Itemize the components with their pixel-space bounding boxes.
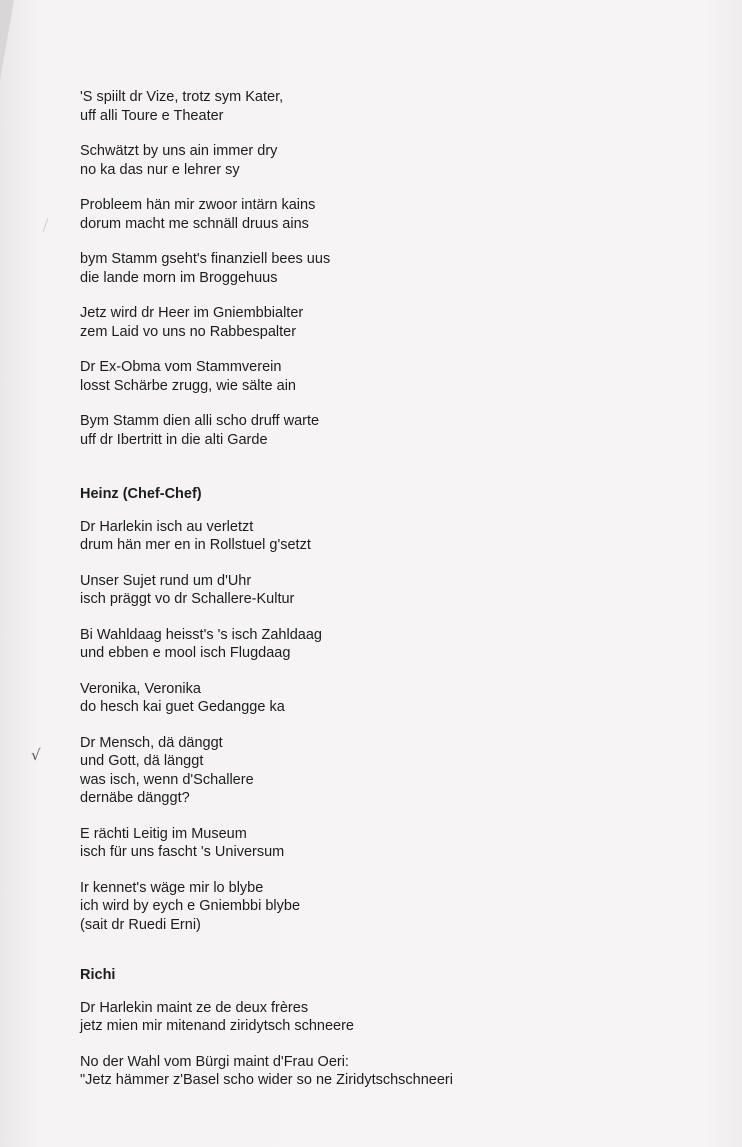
verse-line: Jetz wird dr Heer im Gniembbialter (80, 305, 304, 321)
stanza (80, 412, 600, 449)
stanza (80, 879, 600, 935)
verse-line: bym Stamm gseht's finanziell bees uus (80, 251, 331, 267)
verse-line: jetz mien mir mitenand ziridytsch schneere (80, 1018, 354, 1034)
verse-line: die lande morn im Broggehuus (80, 269, 278, 286)
verse-line: drum hän mer en in Rollstuel g'setzt (80, 537, 311, 553)
verse-line: ich wird by eych e Gniembbi blybe (80, 898, 301, 914)
section-heading-richi: Richi (80, 967, 116, 983)
verse-group-heinz (80, 518, 600, 935)
verse-line: Bi Wahldaag heisst's 's isch Zahldaag (80, 626, 322, 643)
stanza (80, 680, 600, 717)
verse-line: Ir kennet's wäge mir lo blybe (80, 879, 264, 896)
margin-checkmark: √ (31, 746, 41, 764)
verse-line: zem Laid vo uns no Rabbespalter (80, 323, 297, 340)
stanza (80, 88, 600, 125)
section-heading-heinz: Heinz (Chef-Chef) (80, 486, 202, 502)
verse-group-richi (80, 999, 600, 1090)
verse-line: dernäbe dänggt? (80, 790, 190, 806)
verse-line: no ka das nur e lehrer sy (80, 161, 240, 178)
stanza (80, 358, 600, 395)
verse-line: Dr Ex-Obma vom Stammverein (80, 359, 282, 375)
poem-text (80, 88, 600, 1107)
verse-line: isch präggt vo dr Schallere-Kultur (80, 591, 295, 607)
verse-line: und Gott, dä länggt (80, 753, 204, 769)
stanza (80, 999, 600, 1036)
verse-line: losst Schärbe zrugg, wie sälte ain (80, 377, 296, 394)
verse-line: (sait dr Ruedi Erni) (80, 916, 201, 933)
verse-group-intro (80, 88, 600, 449)
stanza (80, 250, 600, 287)
verse-line: E rächti Leitig im Museum (80, 825, 247, 842)
stanza (80, 142, 600, 179)
verse-line: Veronika, Veronika (80, 680, 201, 697)
verse-line: Schwätzt by uns ain immer dry (80, 143, 278, 159)
verse-line: do hesch kai guet Gedangge ka (80, 699, 285, 715)
stanza (80, 825, 600, 862)
verse-line: No der Wahl vom Bürgi maint d'Frau Oeri: (80, 1053, 349, 1070)
stanza (80, 734, 600, 808)
verse-line: Dr Harlekin isch au verletzt (80, 518, 254, 535)
stanza (80, 626, 600, 663)
stanza (80, 1053, 600, 1090)
verse-line: 'S spiilt dr Vize, trotz sym Kater, (80, 89, 284, 105)
verse-line: was isch, wenn d'Schallere (80, 771, 254, 788)
verse-line: Bym Stamm dien alli scho druff warte (80, 413, 320, 429)
verse-line: isch für uns fascht 's Universum (80, 844, 285, 860)
stanza (80, 518, 600, 555)
verse-line: "Jetz hämmer z'Basel scho wider so ne Ziridytschschneeri (80, 1072, 453, 1088)
verse-line: uff alli Toure e Theater (80, 107, 224, 124)
verse-line: uff dr Ibertritt in die alti Garde (80, 431, 268, 448)
folded-corner (0, 0, 14, 80)
verse-line: Unser Sujet rund um d'Uhr (80, 572, 252, 589)
verse-line: Probleem hän mir zwoor intärn kains (80, 197, 316, 213)
stanza (80, 196, 600, 233)
stanza (80, 304, 600, 341)
verse-line: Dr Mensch, dä dänggt (80, 734, 223, 751)
stanza (80, 572, 600, 609)
verse-line: dorum macht me schnäll druus ains (80, 215, 309, 232)
verse-line: und ebben e mool isch Flugdaag (80, 645, 291, 661)
verse-line: Dr Harlekin maint ze de deux frères (80, 999, 309, 1016)
